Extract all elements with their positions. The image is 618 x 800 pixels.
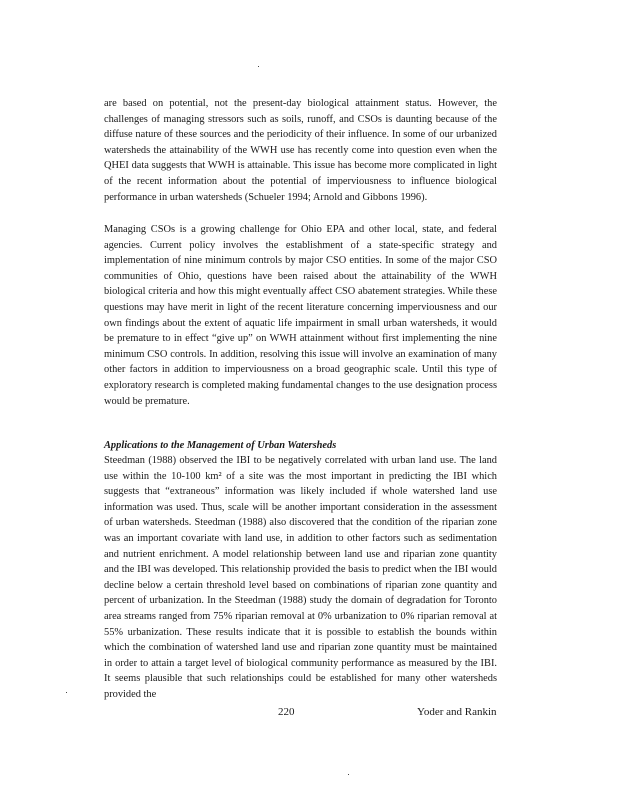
page-number: 220	[278, 706, 295, 718]
paragraph-steedman: Steedman (1988) observed the IBI to be negatively correlated with urban land use. The land use within the 10-100 km² of a site was the most important in predicting the IBI which suggests that “extraneous” information was likely included if whole watershed land use information was used. Thus, scale will be another important consideration in the assessment of urban watersheds. Steedman (1988) also discovered that the condition of the riparian zone was an important covariate with land use, in addition to other factors such as sedimentation and nutrient enrichment. A model relationship between land use and riparian zone quantity and the IBI was developed. This relationship provided the basis to predict when the IBI would decline below a certain threshold level based on combinations of riparian zone quantity and percent of urbanization. In the Steedman (1988) study the domain of degradation for Toronto area streams ranged from 75% riparian removal at 0% urbanization to 0% riparian removal at 55% urbanization. These results indicate that it is possible to establish the bounds within which the combination of watershed land use and riparian zone quantity must be maintained in order to attain a target level of biological community performance as measured by the IBI. It seems plausible that such relationships could be established for many other watersheds provided the	[104, 455, 497, 700]
running-footer-authors: Yoder and Rankin	[417, 706, 497, 718]
scan-speck	[258, 66, 259, 67]
scan-speck	[348, 774, 349, 775]
scan-speck	[66, 692, 67, 693]
paragraph-imperviousness: are based on potential, not the present-day biological attainment status. However, the challenges of managing stressors such as soils, runoff, and CSOs is daunting because of the diffuse nature of these sources and the periodicity of their influence. In some of our urbanized watersheds the attainability of the WWH use has recently come into question even when the QHEI data suggests that WWH is attainable. This issue has become more complicated in light of the recent information about the potential of imperviousness to influence biological performance in urban watersheds (Schueler 1994; Arnold and Gibbons 1996).	[104, 98, 497, 203]
paragraph-cso-management: Managing CSOs is a growing challenge for Ohio EPA and other local, state, and federal agencies. Current policy involves the establishment of a state-specific strategy and implementation of nine minimum controls by major CSO entities. In some of the major CSO communities of Ohio, questions have been raised about the attainability of the WWH biological criteria and how this might eventually affect CSO abatement strategies. While these questions may have merit in light of the recent literature concerning imperviousness and our own findings about the extent of aquatic life impairment in small urban watersheds, it would be premature to in effect “give up” on WWH attainment without first implementing the nine minimum CSO controls. In addition, resolving this issue will involve an examination of many other factors in addition to imperviousness on a broad geographic scale. Until this type of exploratory research is completed making fundamental changes to the use designation process would be premature.	[104, 224, 497, 407]
section-heading: Applications to the Management of Urban Watersheds	[104, 440, 337, 451]
